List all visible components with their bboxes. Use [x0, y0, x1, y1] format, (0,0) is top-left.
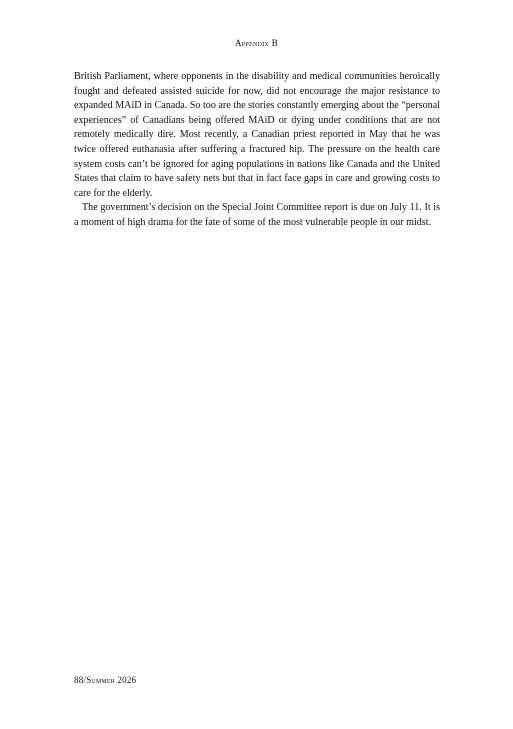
paragraph-1: British Parliament, where opponents in the disability and medical communities heroically fought and defeated assisted suicide for now, did not encourage the major resistance to expanded MAiD in Canada. So too are the stories constantly emerging about the “personal experiences” of Canadians being offered MAiD or dying under conditions that are not remotely medically dire. Most recently, a Canadian priest reported in May that he was twice offered euthanasia after suffering a fractured hip. The pressure on the health care system costs can’t be ignored for aging populations in nations like Canada and the United States that claim to have safety nets but that in fact face gaps in care and growing costs to care for the elderly.: [74, 71, 440, 199]
paragraph-2: The government’s decision on the Special Joint Committee report is due on July 11. It is a moment of high drama for the fate of some of the most vulnerable people in our midst.: [74, 202, 440, 228]
running-head: Appendix B: [234, 38, 279, 48]
page-folio: 88/Summer 2026: [74, 675, 137, 685]
body-text: [74, 70, 440, 231]
